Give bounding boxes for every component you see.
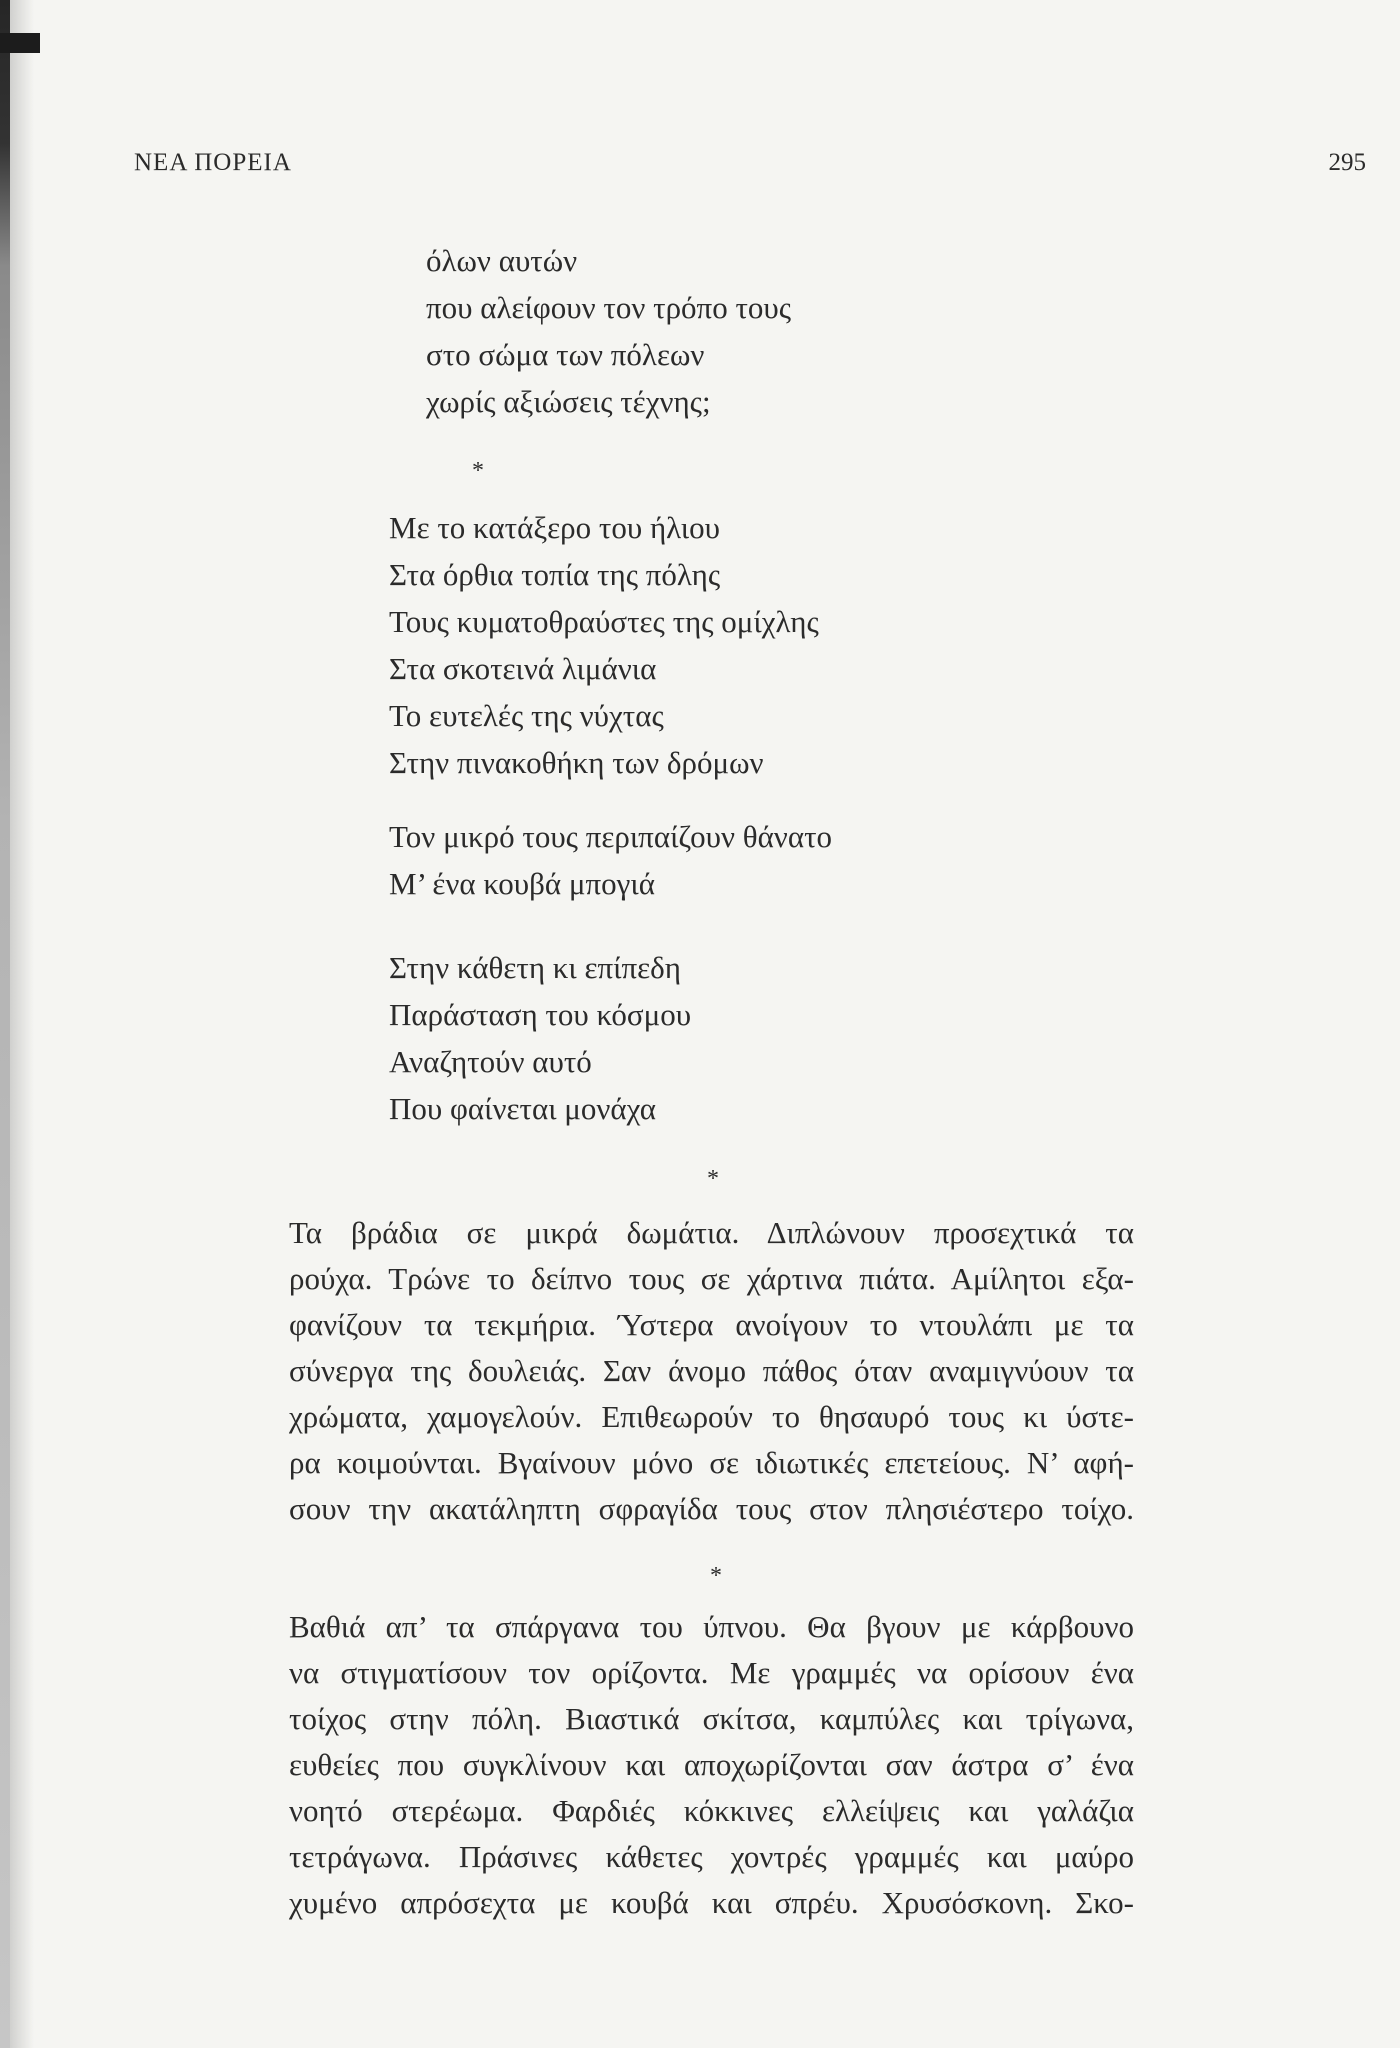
poem-line: Στα όρθια τοπία της πόλης bbox=[389, 557, 721, 592]
poem-line: Τους κυματοθραύστες της ομίχλης bbox=[389, 604, 819, 639]
poem-line: Στην κάθετη κι επίπεδη bbox=[389, 950, 682, 985]
poem-line: που αλείφουν τον τρόπο τους bbox=[426, 290, 792, 325]
poem-stanza-3 bbox=[389, 813, 832, 907]
section-separator-asterisk: * bbox=[707, 1166, 719, 1192]
poem-stanza-4 bbox=[389, 944, 691, 1132]
poem-line: Μ’ ένα κουβά μπογιά bbox=[389, 866, 655, 901]
poem-line: Αναζητούν αυτό bbox=[389, 1044, 592, 1079]
poem-line: Με το κατάξερο του ήλιου bbox=[389, 510, 720, 545]
poem-line: Το ευτελές της νύχτας bbox=[389, 698, 664, 733]
prose-line: ρα κοιμούνται. Βγαίνουν μόνο σε ιδιωτικές επετείους. Ν’ αφή- bbox=[289, 1445, 1134, 1480]
prose-line: Βαθιά απ’ τα σπάργανα του ύπνου. Θα βγουν με κάρβουνο bbox=[289, 1609, 1134, 1644]
poem-line: Στα σκοτεινά λιμάνια bbox=[389, 651, 657, 686]
prose-line: Τα βράδια σε μικρά δωμάτια. Διπλώνουν προσεχτικά τα bbox=[289, 1215, 1134, 1250]
poem-line: Που φαίνεται μονάχα bbox=[389, 1091, 656, 1126]
scan-edge-fade bbox=[10, 0, 34, 2048]
prose-line: σύνεργα της δουλειάς. Σαν άνομο πάθος όταν αναμιγνύουν τα bbox=[289, 1353, 1134, 1388]
section-separator-asterisk: * bbox=[472, 458, 484, 484]
prose-paragraph-2 bbox=[289, 1604, 1134, 1926]
prose-line: σουν την ακατάληπτη σφραγίδα τους στον πλησιέστερο τοίχο. bbox=[289, 1491, 1134, 1526]
poem-line: Παράσταση του κόσμου bbox=[389, 997, 692, 1032]
section-separator-asterisk: * bbox=[710, 1563, 722, 1589]
page-number: 295 bbox=[1328, 149, 1366, 176]
prose-line: ρούχα. Τρώνε το δείπνο τους σε χάρτινα πιάτα. Αμίλητοι εξα- bbox=[289, 1261, 1134, 1296]
prose-line: φανίζουν τα τεκμήρια. Ύστερα ανοίγουν το ντουλάπι με τα bbox=[289, 1307, 1134, 1342]
poem-stanza-1 bbox=[426, 237, 791, 425]
poem-stanza-2 bbox=[389, 504, 819, 786]
poem-line: Στην πινακοθήκη των δρόμων bbox=[389, 745, 764, 780]
scan-edge-shadow bbox=[0, 0, 10, 2048]
prose-line: να στιγματίσουν τον ορίζοντα. Με γραμμές να ορίσουν ένα bbox=[289, 1655, 1134, 1690]
prose-paragraph-1 bbox=[289, 1210, 1134, 1532]
prose-line: χυμένο απρόσεχτα με κουβά και σπρέυ. Χρυσόσκονη. Σκο- bbox=[289, 1885, 1134, 1920]
poem-line: όλων αυτών bbox=[426, 243, 578, 278]
prose-line: ευθείες που συγκλίνουν και αποχωρίζονται σαν άστρα σ’ ένα bbox=[289, 1747, 1134, 1782]
prose-line: νοητό στερέωμα. Φαρδιές κόκκινες ελλείψεις και γαλάζια bbox=[289, 1793, 1134, 1828]
scan-corner-mark bbox=[0, 33, 40, 53]
prose-line: τετράγωνα. Πράσινες κάθετες χοντρές γραμμές και μαύρο bbox=[289, 1839, 1134, 1874]
poem-line: στο σώμα των πόλεων bbox=[426, 337, 705, 372]
running-head-title: ΝΕΑ ΠΟΡΕΙΑ bbox=[134, 149, 292, 176]
poem-line: χωρίς αξιώσεις τέχνης; bbox=[426, 384, 711, 419]
prose-line: χρώματα, χαμογελούν. Επιθεωρούν το θησαυρό τους κι ύστε- bbox=[289, 1399, 1134, 1434]
prose-line: τοίχος στην πόλη. Βιαστικά σκίτσα, καμπύλες και τρίγωνα, bbox=[289, 1701, 1134, 1736]
poem-line: Τον μικρό τους περιπαίζουν θάνατο bbox=[389, 819, 833, 854]
